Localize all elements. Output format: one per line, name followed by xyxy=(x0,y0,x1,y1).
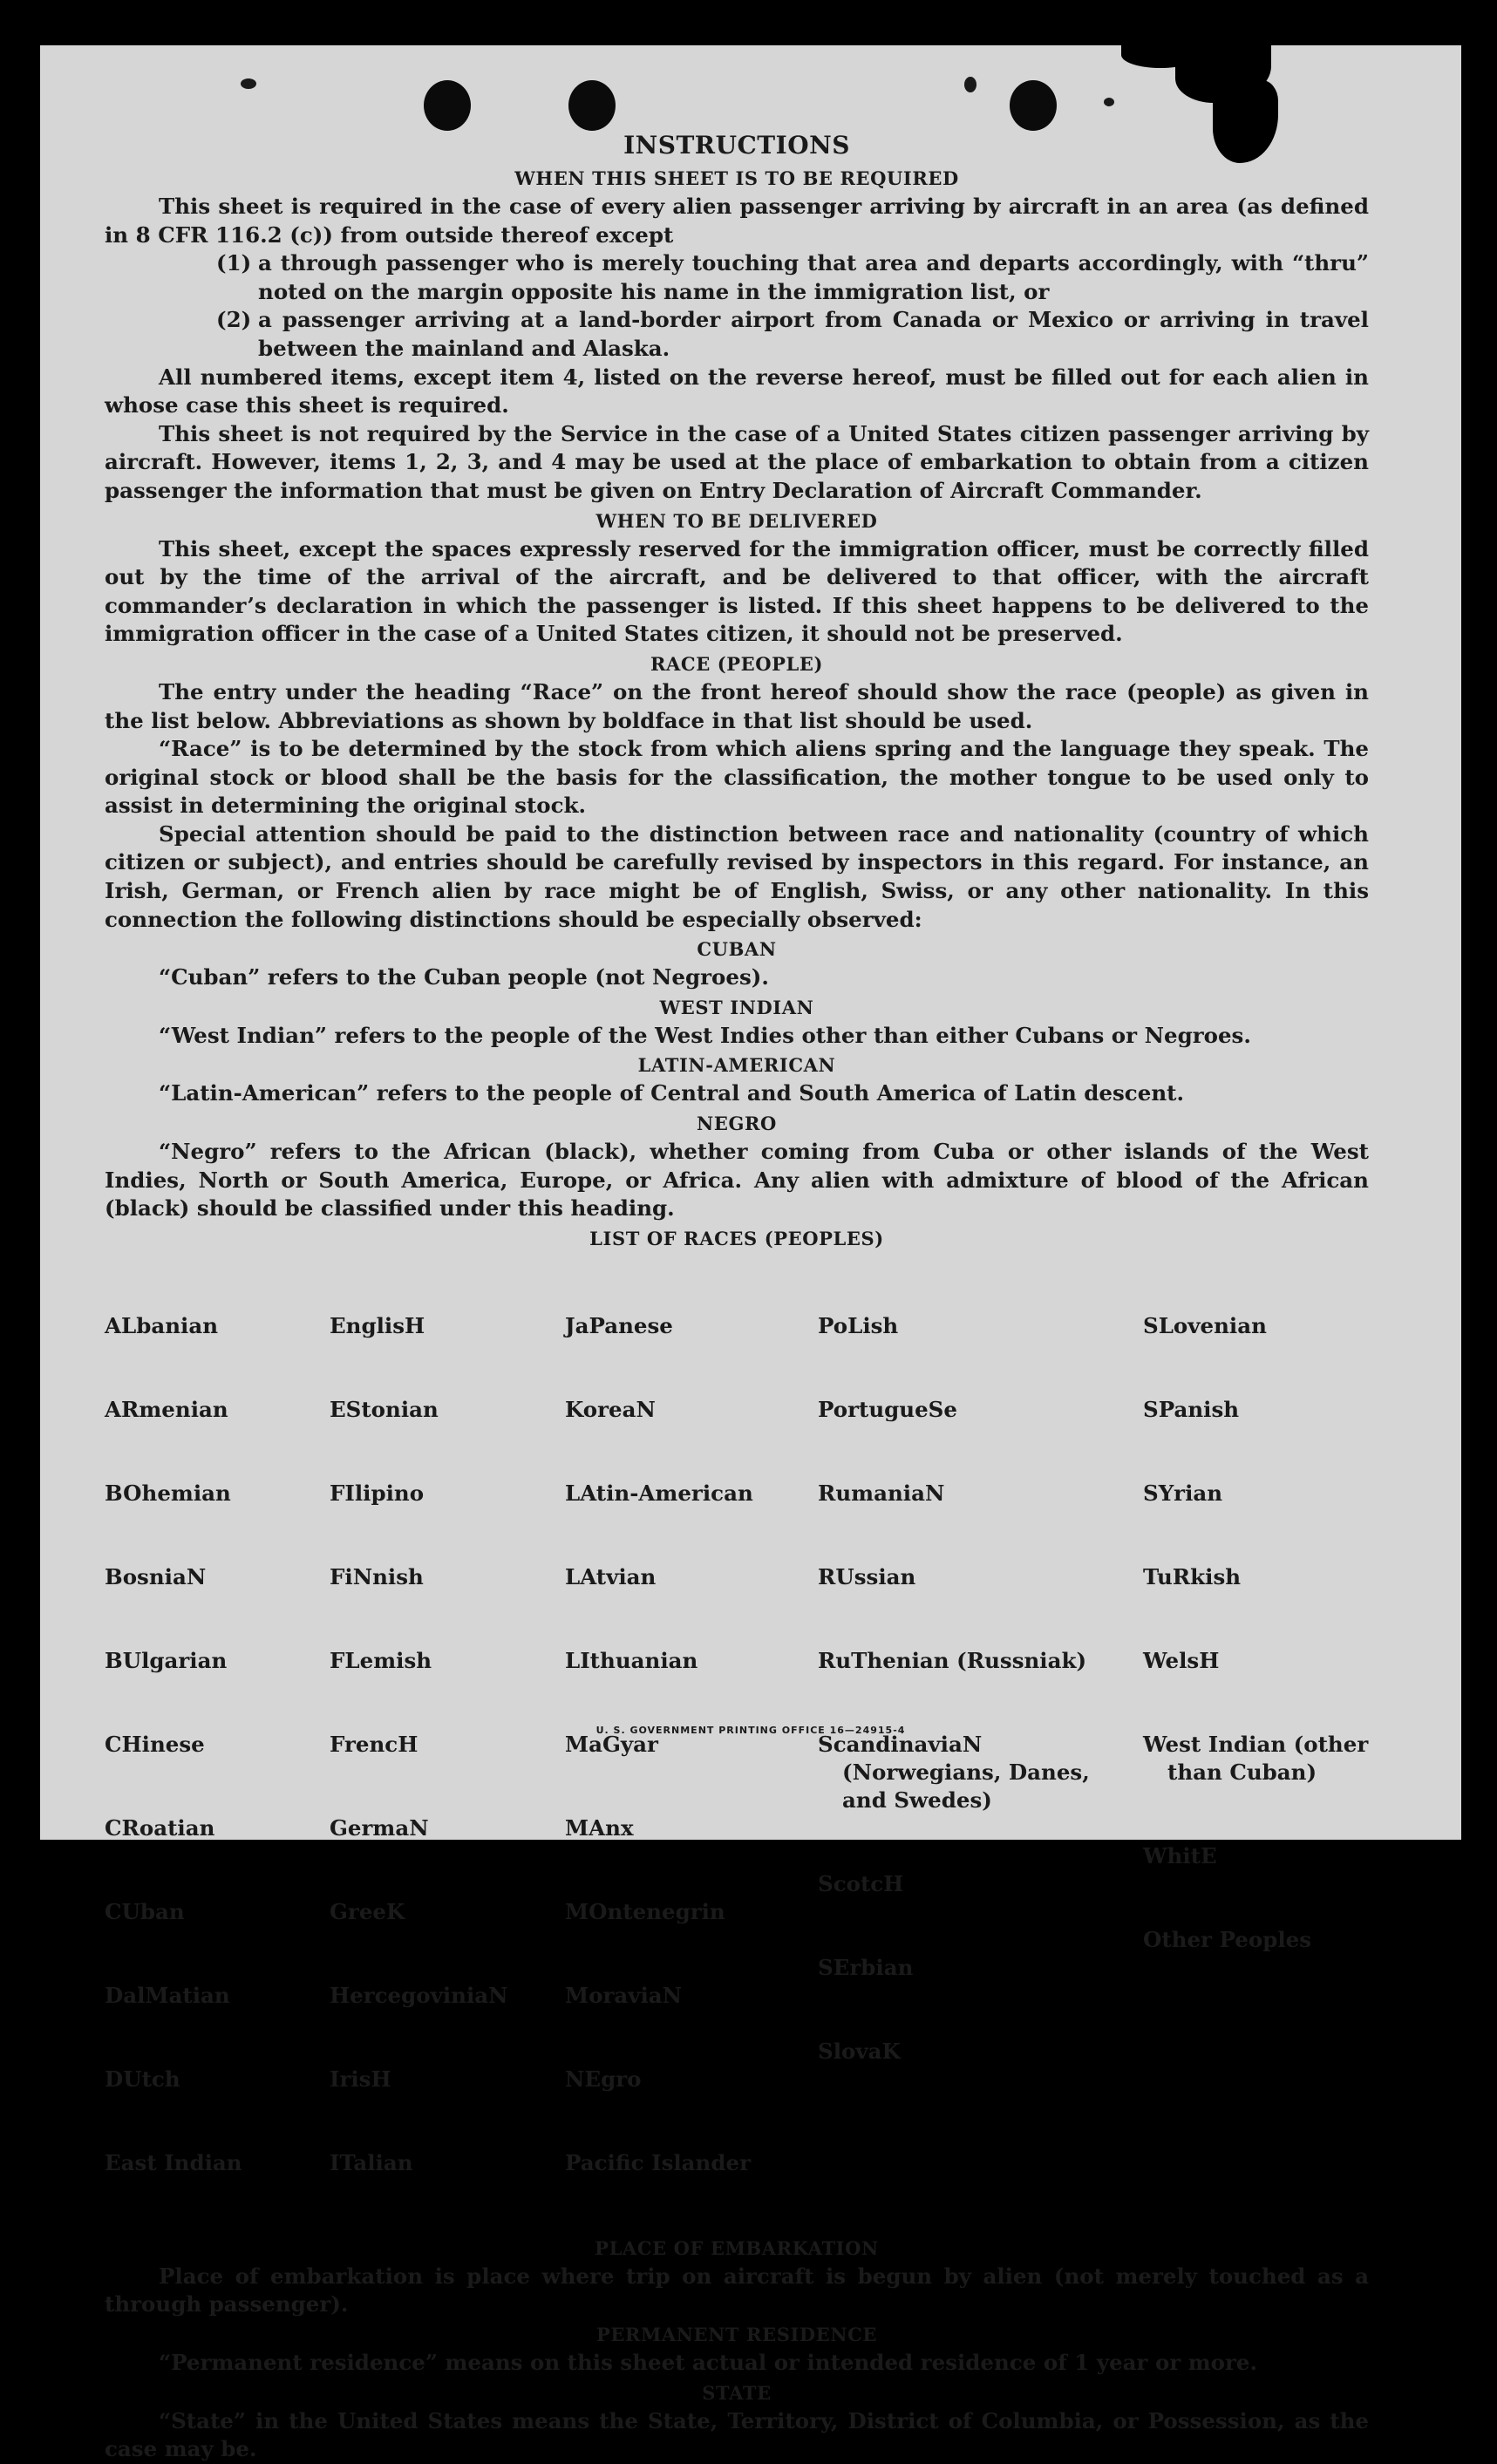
race-entry: FrencH xyxy=(330,1731,418,1757)
race-entry: KoreaN xyxy=(565,1396,656,1422)
race-entry: JaPanese xyxy=(565,1312,673,1338)
race-entry: RumaniaN xyxy=(818,1480,945,1506)
item-number: (1) xyxy=(216,250,252,276)
race-entry: ARmenian xyxy=(105,1396,228,1422)
paragraph: “Negro” refers to the African (black), whether coming from Cuba or other islands of the West Indies, North or South America, Europe, or Africa. Any alien with admixture of blood of the African (black) should be classified under this heading. xyxy=(105,1139,1369,1222)
paragraph: This sheet is required in the case of every alien passenger arriving by aircraft in an area (as defined in 8 CFR 116.2 (c)) from outside thereof except xyxy=(105,194,1369,248)
race-entry: Pacific Islander xyxy=(565,2149,751,2175)
race-entry: ScandinaviaN (Norwegians, Danes, and Swedes) xyxy=(818,1731,1098,1813)
race-entry: EnglisH xyxy=(330,1312,425,1338)
race-entry: CRoatian xyxy=(105,1814,215,1841)
page-title: INSTRUCTIONS xyxy=(623,131,850,160)
race-entry: ALbanian xyxy=(105,1312,219,1338)
paragraph: “Latin-American” refers to the people of Central and South America of Latin descent. xyxy=(159,1080,1184,1106)
race-entry: Other Peoples xyxy=(1143,1926,1312,1952)
race-entry: SLovenian xyxy=(1143,1312,1267,1338)
list-item xyxy=(105,249,1369,306)
race-column xyxy=(105,1256,330,2233)
race-entry: HercegoviniaN xyxy=(330,1982,508,2008)
paragraph: The entry under the heading “Race” on the front hereof should show the race (people) as given in the list below. Abbreviations as shown by boldface in that list should be used. xyxy=(105,678,1369,733)
paragraph: “Race” is to be determined by the stock from which aliens spring and the language they speak. The original stock or blood shall be the basis for the classification, the mother tongue to be used only to assist in determining the original stock. xyxy=(105,736,1369,819)
section-heading: WEST INDIAN xyxy=(659,996,814,1018)
race-entry: FiNnish xyxy=(330,1563,424,1589)
section-heading: CUBAN xyxy=(697,938,777,961)
race-entry: SlovaK xyxy=(818,2038,901,2064)
race-entry: LAtvian xyxy=(565,1563,657,1589)
section-heading: WHEN THIS SHEET IS TO BE REQUIRED xyxy=(514,167,959,189)
section-heading: LIST OF RACES (PEOPLES) xyxy=(589,1227,884,1249)
instructions-body xyxy=(105,128,1376,2464)
race-entry: LIthuanian xyxy=(565,1647,698,1673)
race-entry: IrisH xyxy=(330,2066,391,2092)
section-heading: RACE (PEOPLE) xyxy=(650,652,824,675)
item-text: a passenger arriving at a land-border airport from Canada or Mexico or arriving in travel between the mainland and Alaska. xyxy=(258,307,1369,361)
race-entry: PortugueSe xyxy=(818,1396,957,1422)
race-entry: SPanish xyxy=(1143,1396,1240,1422)
ink-speck xyxy=(1104,98,1114,106)
race-column xyxy=(1143,1256,1376,2233)
punch-hole xyxy=(424,80,471,131)
race-entry: East Indian xyxy=(105,2149,242,2175)
paragraph: All numbered items, except item 4, listed on the reverse hereof, must be filled out for each alien in whose case this sheet is required. xyxy=(105,364,1369,419)
item-text: a through passenger who is merely touching that area and departs accordingly, with “thru” noted on the margin opposite his name in the immigration list, or xyxy=(258,250,1369,304)
race-entry: DUtch xyxy=(105,2066,180,2092)
list-item xyxy=(105,306,1369,363)
printer-imprint: U. S. GOVERNMENT PRINTING OFFICE 16—24915-4 xyxy=(595,1725,906,1736)
race-entry: FLemish xyxy=(330,1647,432,1673)
race-entry: SYrian xyxy=(1143,1480,1223,1506)
race-entry: GermaN xyxy=(330,1814,429,1841)
race-entry: GreeK xyxy=(330,1898,405,1924)
ink-speck xyxy=(241,78,256,89)
paragraph: Special attention should be paid to the distinction between race and nationality (country of which citizen or subject), and entries should be carefully revised by inspectors in this regard. For instance, an Irish, German, or French alien by race might be of English, Swiss, or any other nationality. In this connection the following distinctions should be especially observed: xyxy=(105,820,1369,932)
race-entry: BUlgarian xyxy=(105,1647,228,1673)
race-entry: BosniaN xyxy=(105,1563,207,1589)
race-entry: TuRkish xyxy=(1143,1563,1242,1589)
ink-speck xyxy=(964,77,976,92)
paragraph: “State” in the United States means the State, Territory, District of Columbia, or Possession, as the case may be. xyxy=(105,2407,1369,2462)
race-column xyxy=(330,1256,565,2233)
race-column xyxy=(565,1256,818,2233)
punch-hole xyxy=(1010,80,1057,131)
paragraph: “West Indian” refers to the people of the West Indies other than either Cubans or Negroes. xyxy=(159,1022,1251,1048)
race-entry: PoLish xyxy=(818,1312,899,1338)
item-number: (2) xyxy=(216,307,252,333)
race-list xyxy=(105,1256,1376,2233)
race-entry: LAtin-American xyxy=(565,1480,753,1506)
race-entry: WelsH xyxy=(1143,1647,1220,1673)
section-heading: NEGRO xyxy=(697,1113,777,1135)
punch-hole xyxy=(568,80,616,131)
race-entry: MaGyar xyxy=(565,1731,658,1757)
torn-corner xyxy=(1121,42,1200,68)
race-column xyxy=(818,1256,1143,2233)
race-entry: ITalian xyxy=(330,2149,413,2175)
race-entry: FIlipino xyxy=(330,1480,425,1506)
race-entry: DalMatian xyxy=(105,1982,230,2008)
race-entry: RUssian xyxy=(818,1563,916,1589)
section-heading: WHEN TO BE DELIVERED xyxy=(595,509,878,532)
section-heading: STATE xyxy=(702,2381,772,2404)
section-heading: PERMANENT RESIDENCE xyxy=(595,2324,878,2345)
race-entry: SErbian xyxy=(818,1954,914,1980)
race-entry: West Indian (other than Cuban) xyxy=(1143,1731,1376,1785)
paragraph: Place of embarkation is place where trip on aircraft is begun by alien (not merely touched as a through passenger). xyxy=(105,2263,1369,2318)
race-entry: NEgro xyxy=(565,2066,642,2092)
race-entry: CUban xyxy=(105,1898,185,1924)
race-entry: RuThenian (Russniak) xyxy=(818,1647,1087,1673)
race-entry: CHinese xyxy=(105,1731,205,1757)
race-entry: MoraviaN xyxy=(565,1982,683,2008)
paragraph: “Permanent residence” means on this sheet actual or intended residence of 1 year or more. xyxy=(159,2350,1258,2375)
race-entry: MAnx xyxy=(565,1814,634,1841)
section-heading: LATIN-AMERICAN xyxy=(637,1054,836,1077)
paragraph: “Cuban” refers to the Cuban people (not Negroes). xyxy=(159,964,769,990)
race-entry: MOntenegrin xyxy=(565,1898,725,1924)
paragraph: This sheet, except the spaces expressly reserved for the immigration officer, must be correctly filled out by the time of the arrival of the aircraft, and be delivered to that officer, with the aircraft commander’s declaration in which the passenger is listed. If this sheet happens to be delivered to the immigration officer in the case of a United States citizen, it should not be preserved. xyxy=(105,535,1369,647)
race-entry: WhitE xyxy=(1143,1842,1217,1868)
document-page xyxy=(40,45,1461,2462)
race-entry: BOhemian xyxy=(105,1480,231,1506)
paragraph: This sheet is not required by the Service in the case of a United States citizen passenger arriving by aircraft. However, items 1, 2, 3, and 4 may be used at the place of embarkation to obtain from a citizen passenger the information that must be given on Entry Declaration of Aircraft Commander. xyxy=(105,420,1369,503)
race-entry: ScotcH xyxy=(818,1870,904,1896)
section-heading: PLACE OF EMBARKATION xyxy=(595,2236,879,2259)
race-entry: EStonian xyxy=(330,1396,439,1422)
